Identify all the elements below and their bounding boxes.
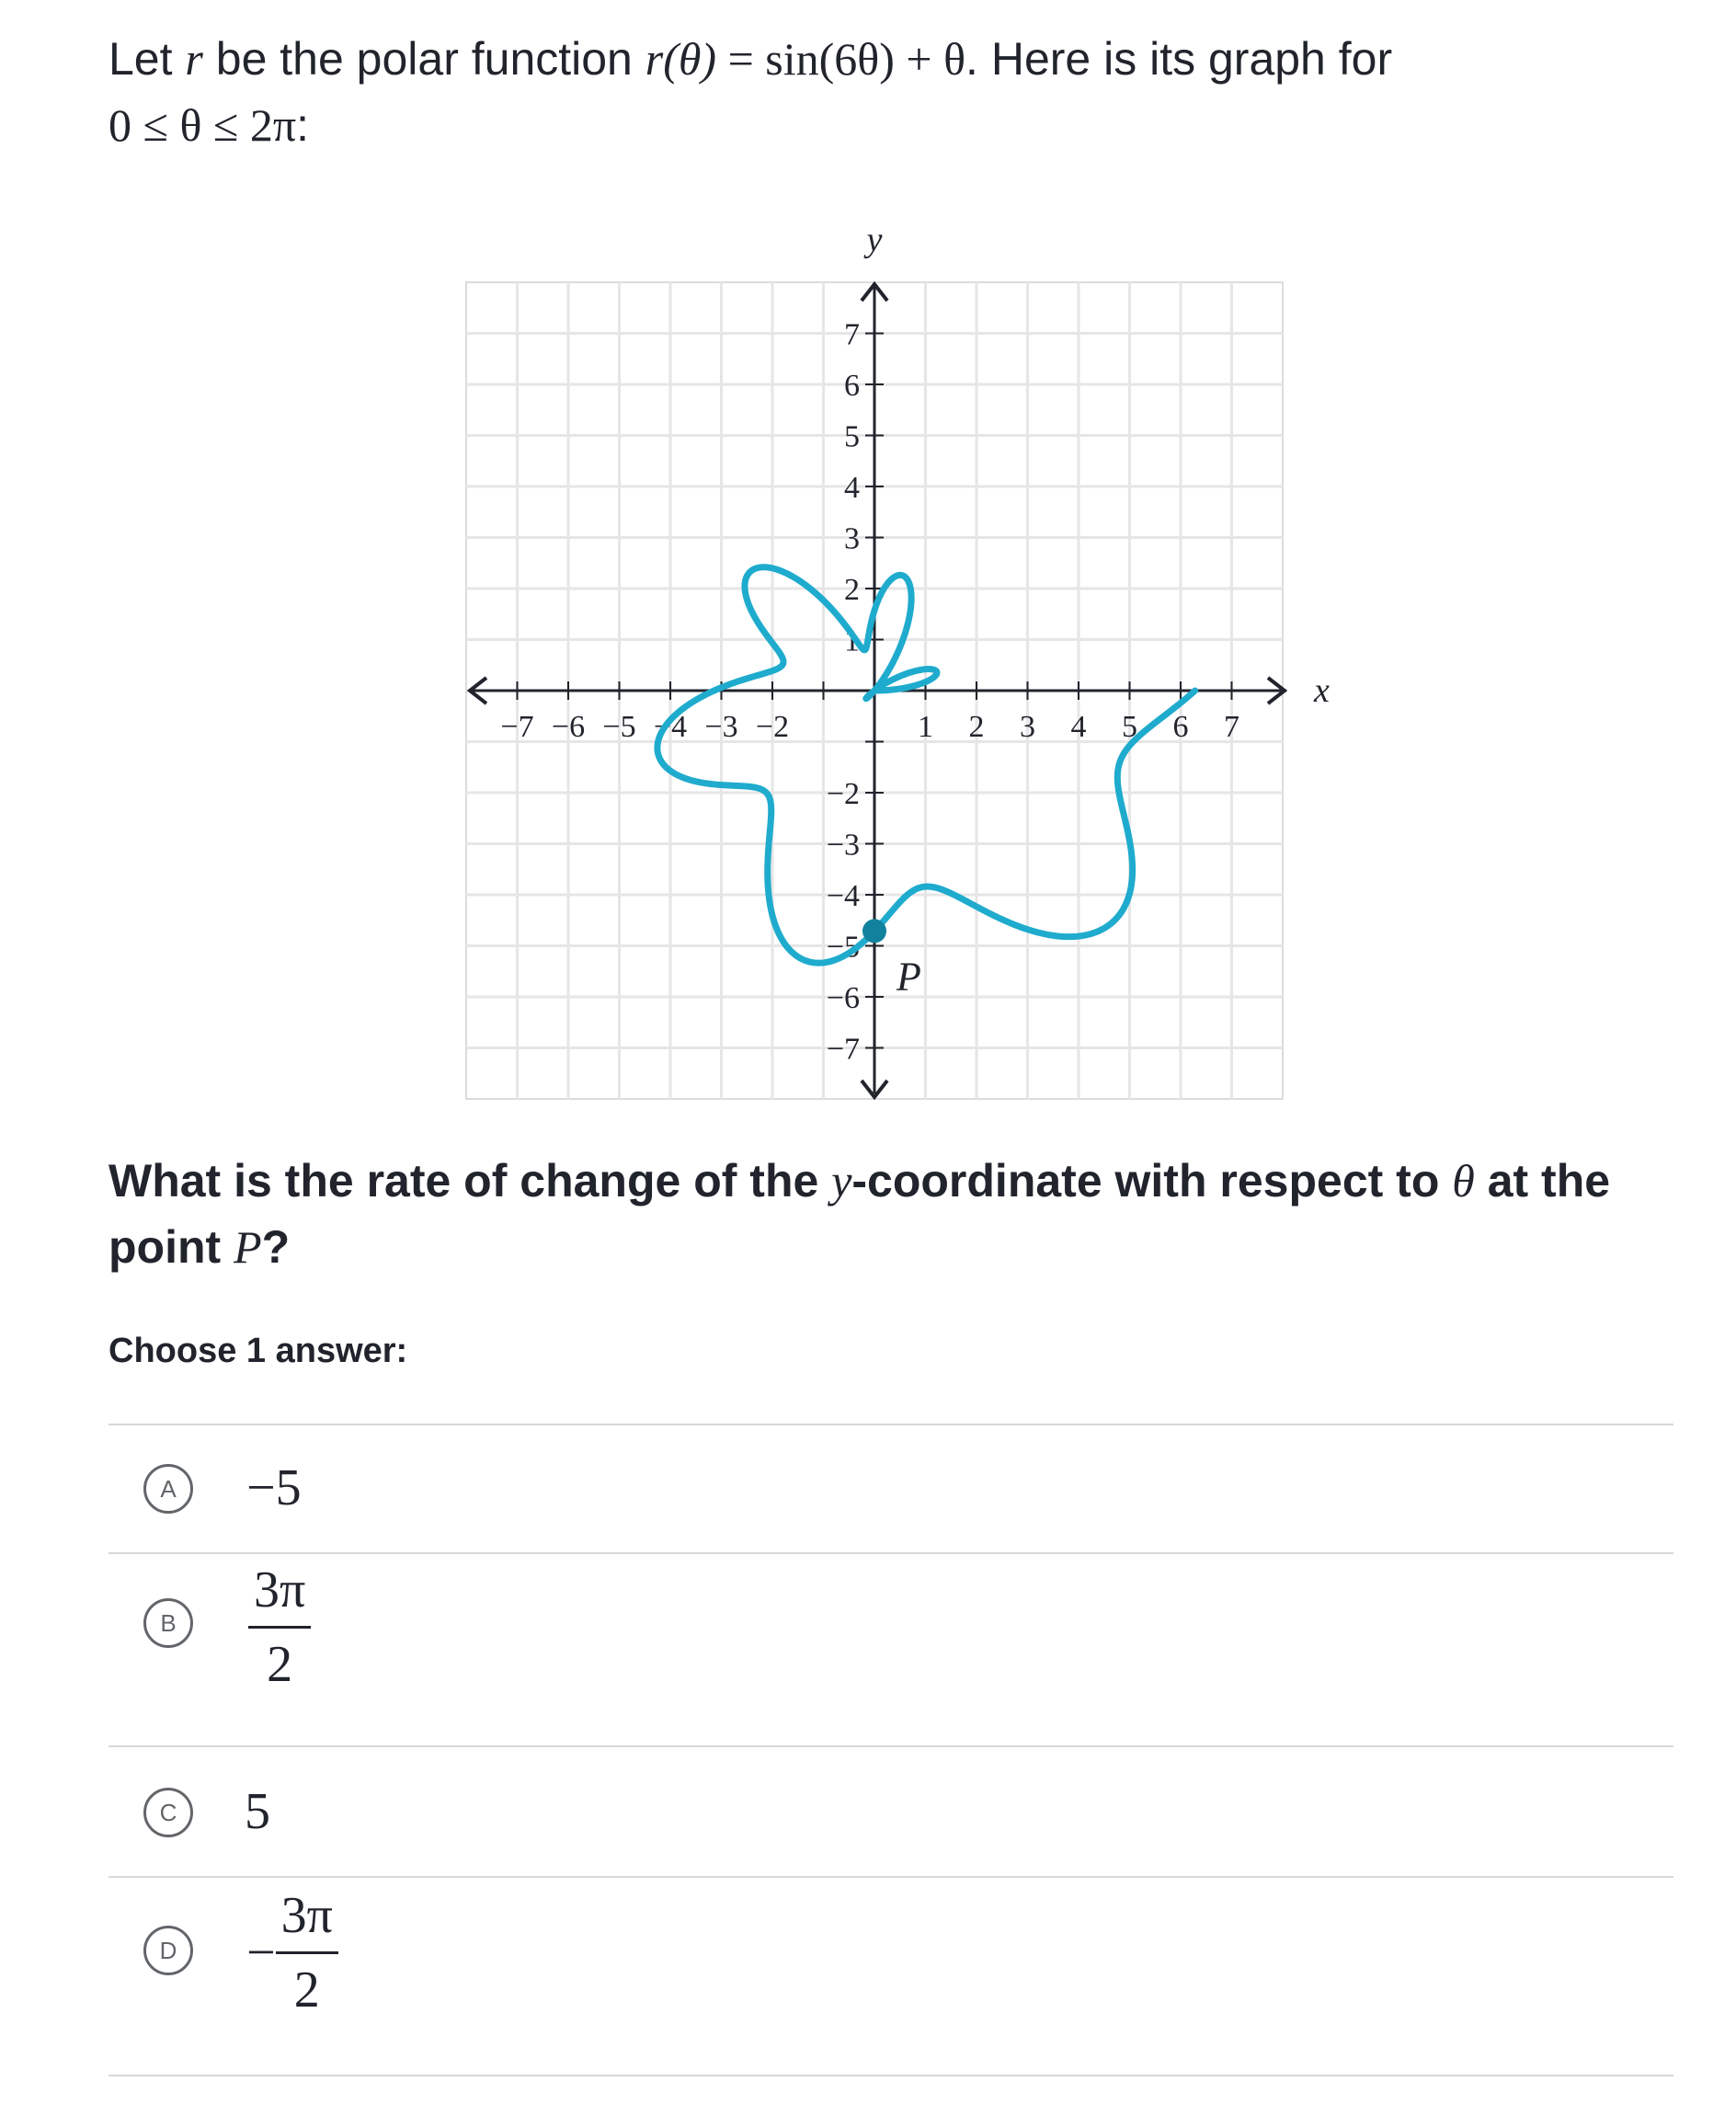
- denominator: 2: [293, 1962, 320, 2019]
- intro-colon: :: [296, 99, 309, 151]
- question-part: ?: [261, 1221, 291, 1273]
- x-tick-label: −3: [704, 710, 738, 744]
- choice-b-badge: B: [143, 1598, 193, 1648]
- choice-d[interactable]: [108, 1878, 1673, 2075]
- point-p-label: P: [897, 954, 921, 1000]
- question-part: What is the rate of change of the: [108, 1155, 832, 1207]
- choice-d-badge: D: [143, 1926, 193, 1975]
- var-y: y: [831, 1155, 852, 1207]
- divider: [108, 2075, 1673, 2076]
- x-tick-label: −4: [653, 710, 688, 744]
- x-tick-label: 1: [918, 710, 933, 744]
- y-tick-label: 2: [844, 573, 860, 607]
- y-tick-label: −6: [826, 981, 860, 1015]
- question-part: -coordinate with respect to: [851, 1155, 1453, 1207]
- numerator: 3π: [248, 1561, 311, 1629]
- y-tick-label: −3: [826, 828, 860, 863]
- choice-a[interactable]: [108, 1425, 1673, 1552]
- x-tick-label: −6: [551, 710, 586, 744]
- y-tick-label: 3: [844, 521, 860, 556]
- choice-b-value: [248, 1561, 311, 1693]
- choice-a-badge: A: [143, 1464, 193, 1514]
- x-tick-label: 4: [1070, 710, 1087, 744]
- choice-b[interactable]: [108, 1554, 1673, 1745]
- var-theta: θ: [1452, 1155, 1475, 1207]
- y-tick-label: 5: [844, 419, 860, 454]
- y-tick-label: 7: [844, 317, 860, 352]
- denominator: 2: [267, 1636, 293, 1693]
- y-tick-label: 1: [844, 623, 860, 658]
- x-tick-label: 7: [1224, 710, 1239, 744]
- function-rhs: sin(6θ) + θ: [765, 33, 966, 85]
- x-tick-label: 5: [1122, 710, 1137, 744]
- question-part: at the point: [108, 1155, 1611, 1273]
- fraction: [248, 1561, 311, 1693]
- choice-d-value: [246, 1887, 338, 2019]
- numerator: 3π: [276, 1887, 338, 1954]
- question-text: [108, 1148, 1672, 1280]
- var-r: r: [185, 33, 203, 85]
- x-tick-label: 2: [968, 710, 985, 744]
- polar-graph: [460, 207, 1379, 1127]
- var-p: P: [234, 1221, 262, 1273]
- x-tick-label: −7: [500, 710, 534, 744]
- intro-text: . Here is its graph for: [965, 33, 1393, 85]
- problem-statement: [108, 26, 1672, 158]
- y-tick-label: −4: [826, 879, 860, 913]
- y-tick-label: −7: [826, 1032, 860, 1067]
- choice-c-badge: C: [143, 1788, 193, 1837]
- intro-text: be the polar function: [202, 33, 645, 85]
- y-tick-label: −2: [826, 777, 860, 811]
- choice-c[interactable]: [108, 1747, 1673, 1876]
- choice-c-value: 5: [245, 1783, 270, 1840]
- x-tick-label: 3: [1020, 710, 1035, 744]
- choice-a-value: −5: [246, 1459, 302, 1516]
- point-p: [862, 919, 886, 943]
- x-tick-label: −5: [602, 710, 636, 744]
- x-axis-label: x: [1314, 671, 1330, 710]
- equals-sign: =: [716, 33, 766, 85]
- choose-instruction: Choose 1 answer:: [108, 1332, 408, 1370]
- x-tick-label: −2: [755, 710, 790, 744]
- theta-range: 0 ≤ θ ≤ 2π: [108, 99, 297, 151]
- minus-sign: −: [246, 1924, 276, 1982]
- y-axis-label: y: [866, 221, 883, 259]
- fraction: [276, 1887, 338, 2019]
- function-lhs: r(θ): [645, 33, 717, 85]
- y-tick-label: 4: [844, 471, 860, 505]
- intro-text: Let: [108, 33, 186, 85]
- x-tick-label: 6: [1172, 710, 1189, 744]
- y-tick-label: 6: [844, 369, 860, 403]
- y-tick-label: −5: [826, 930, 860, 965]
